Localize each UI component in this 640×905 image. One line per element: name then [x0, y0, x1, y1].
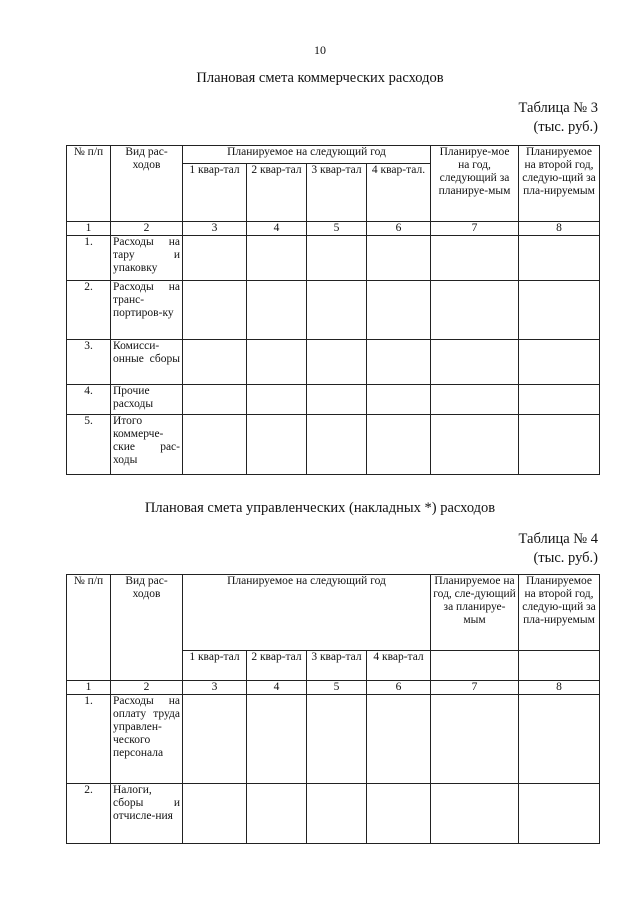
t4-row-name: Налоги, сборы и отчисле-ния — [111, 784, 183, 844]
table4 — [66, 574, 600, 844]
t3-colnum: 5 — [307, 222, 367, 236]
table-row — [67, 784, 600, 844]
t3-cell — [519, 281, 600, 340]
t3-cell — [519, 236, 600, 281]
t3-cell — [183, 415, 247, 475]
table4-heading: Плановая смета управленческих (накладных *) расходов — [144, 500, 496, 516]
t4-cell — [367, 695, 431, 784]
t3-cell — [307, 385, 367, 415]
t4-cell — [307, 784, 367, 844]
t3-header-year-second: Планируемое на второй год, следую-щий за пла-нируемым — [519, 146, 600, 222]
t3-cell — [367, 236, 431, 281]
t3-cell — [247, 281, 307, 340]
t4-header-year-second: Планируемое на второй год, следую-щий за пла-нируемым — [519, 575, 600, 651]
t3-cell — [519, 385, 600, 415]
table-row — [67, 385, 600, 415]
t3-header-num: № п/п — [67, 146, 111, 222]
t3-row-name: Итого коммерче-ские рас-ходы — [111, 415, 183, 475]
t4-header-q4: 4 квар-тал — [367, 651, 431, 681]
t3-colnum: 7 — [431, 222, 519, 236]
t3-header-q1: 1 квар-тал — [183, 164, 247, 222]
t4-header-type: Вид рас-ходов — [111, 575, 183, 681]
table3-label: Таблица № 3 — [518, 100, 598, 116]
t3-header-q2: 2 квар-тал — [247, 164, 307, 222]
t4-colnum: 8 — [519, 681, 600, 695]
table-row — [67, 340, 600, 385]
t3-row-name: Прочие расходы — [111, 385, 183, 415]
t3-cell — [367, 340, 431, 385]
t3-cell — [183, 340, 247, 385]
t3-row-num: 4. — [67, 385, 111, 415]
t4-header-empty — [431, 651, 519, 681]
t3-cell — [307, 281, 367, 340]
t4-header-num: № п/п — [67, 575, 111, 681]
t3-cell — [183, 236, 247, 281]
t3-row-num: 2. — [67, 281, 111, 340]
t3-cell — [431, 385, 519, 415]
t3-cell — [247, 415, 307, 475]
table-row — [67, 415, 600, 475]
t4-header-year-next: Планируемое на год, сле-дующий за планируе-мым — [431, 575, 519, 651]
t3-cell — [367, 281, 431, 340]
t3-row-name: Расходы на тару и упаковку — [111, 236, 183, 281]
table3-caption — [519, 99, 598, 137]
table3 — [66, 145, 600, 475]
t3-cell — [367, 385, 431, 415]
t3-cell — [247, 385, 307, 415]
t4-cell — [247, 695, 307, 784]
t3-cell — [431, 340, 519, 385]
t3-cell — [431, 281, 519, 340]
t3-cell — [183, 281, 247, 340]
t4-cell — [367, 784, 431, 844]
t4-cell — [431, 695, 519, 784]
table-row — [67, 281, 600, 340]
t3-header-year-next: Планируе-мое на год, следующий за планируе-мым — [431, 146, 519, 222]
t4-row-name: Расходы на оплату труда управлен-ческого персонала — [111, 695, 183, 784]
table4-caption — [519, 530, 598, 568]
page-number: 10 — [314, 43, 326, 57]
t4-colnum: 2 — [111, 681, 183, 695]
t4-cell — [431, 784, 519, 844]
t4-cell — [307, 695, 367, 784]
t4-colnum: 6 — [367, 681, 431, 695]
t4-colnum-row — [67, 681, 600, 695]
t4-colnum: 1 — [67, 681, 111, 695]
t4-colnum: 4 — [247, 681, 307, 695]
t3-colnum: 4 — [247, 222, 307, 236]
t3-colnum: 8 — [519, 222, 600, 236]
table-row — [67, 236, 600, 281]
t3-cell — [431, 415, 519, 475]
t4-colnum: 3 — [183, 681, 247, 695]
t3-cell — [183, 385, 247, 415]
t3-row-name: Комисси-онные сборы — [111, 340, 183, 385]
t3-row-num: 1. — [67, 236, 111, 281]
t3-cell — [307, 340, 367, 385]
t3-header-q3: 3 квар-тал — [307, 164, 367, 222]
t3-colnum: 3 — [183, 222, 247, 236]
t4-header-q1: 1 квар-тал — [183, 651, 247, 681]
t3-cell — [431, 236, 519, 281]
table-row — [67, 695, 600, 784]
t4-row-num: 2. — [67, 784, 111, 844]
t4-header-q3: 3 квар-тал — [307, 651, 367, 681]
t4-row-num: 1. — [67, 695, 111, 784]
table4-label: Таблица № 4 — [518, 531, 598, 547]
t3-row-name: Расходы на транс-портиров-ку — [111, 281, 183, 340]
t4-header-q2: 2 квар-тал — [247, 651, 307, 681]
table3-heading: Плановая смета коммерческих расходов — [196, 70, 444, 86]
t3-header-q4: 4 квар-тал. — [367, 164, 431, 222]
t3-colnum-row — [67, 222, 600, 236]
t3-cell — [519, 340, 600, 385]
t3-header-planned: Планируемое на следующий год — [183, 146, 431, 164]
t4-cell — [183, 695, 247, 784]
t4-cell — [519, 695, 600, 784]
t4-header-empty — [519, 651, 600, 681]
table3-unit: (тыс. руб.) — [533, 119, 598, 135]
t3-colnum: 6 — [367, 222, 431, 236]
t3-cell — [247, 236, 307, 281]
t3-colnum: 1 — [67, 222, 111, 236]
t3-header-type: Вид рас-ходов — [111, 146, 183, 222]
t3-cell — [247, 340, 307, 385]
t3-cell — [519, 415, 600, 475]
t4-colnum: 5 — [307, 681, 367, 695]
t4-header-planned: Планируемое на следующий год — [183, 575, 431, 651]
t4-cell — [183, 784, 247, 844]
t3-cell — [367, 415, 431, 475]
t3-colnum: 2 — [111, 222, 183, 236]
t3-cell — [307, 415, 367, 475]
t4-colnum: 7 — [431, 681, 519, 695]
table4-unit: (тыс. руб.) — [533, 550, 598, 566]
t3-row-num: 5. — [67, 415, 111, 475]
t4-cell — [519, 784, 600, 844]
t4-cell — [247, 784, 307, 844]
t3-cell — [307, 236, 367, 281]
t3-row-num: 3. — [67, 340, 111, 385]
